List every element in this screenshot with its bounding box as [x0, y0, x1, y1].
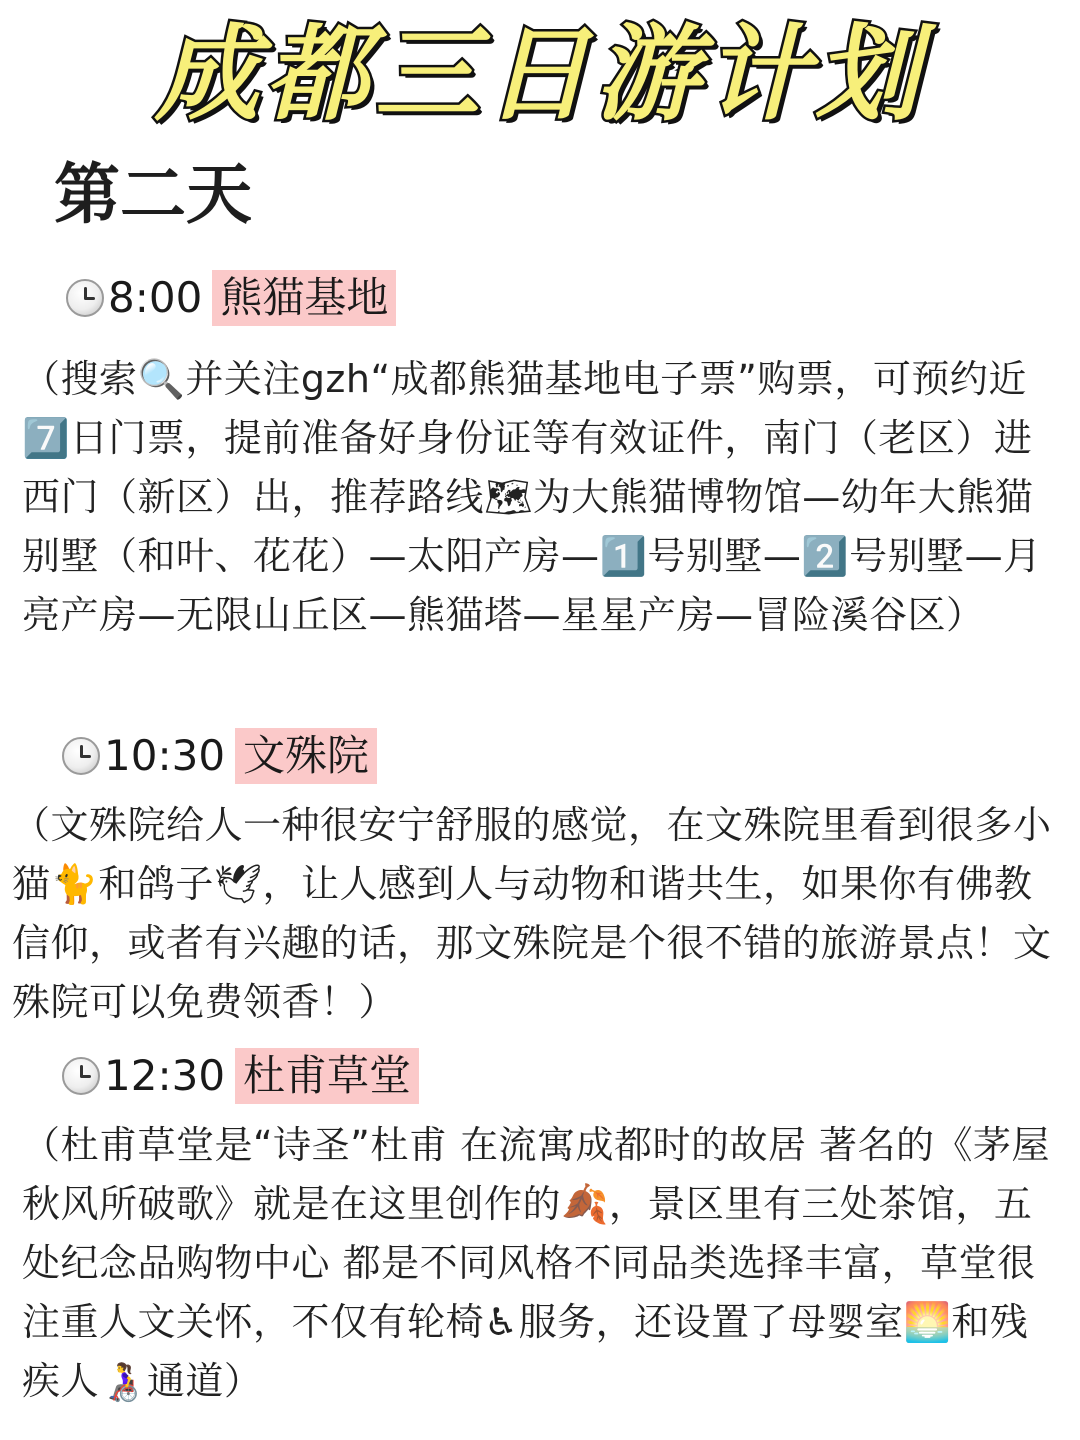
stop-time: 8:00 — [108, 273, 203, 322]
stop-place: 文殊院 — [235, 728, 377, 784]
stop-place: 熊猫基地 — [212, 270, 396, 326]
stop-description-3: （杜甫草堂是“诗圣”杜甫 在流寓成都时的故居 著名的《茅屋秋风所破歌》就是在这里创作的🍂，景区里有三处茶馆，五处纪念品购物中心 都是不同风格不同品类选择丰富，草堂很注重人文关怀，不仅有轮椅♿服务，还设置了母婴室🌅和残疾人👩‍🦽通道） — [22, 1123, 1051, 1403]
clock-icon — [66, 279, 104, 317]
stop-description-2: （文殊院给人一种很安宁舒服的感觉，在文殊院里看到很多小猫🐈和鸽子🕊，让人感到人与动物和谐共生，如果你有佛教信仰，或者有兴趣的话，那文殊院是个很不错的旅游景点！文殊院可以免费领香！） — [12, 803, 1052, 1024]
stop-time: 10:30 — [104, 731, 226, 780]
stop-time: 12:30 — [104, 1051, 226, 1100]
clock-icon — [62, 1057, 100, 1095]
stop-place: 杜甫草堂 — [235, 1048, 419, 1104]
clock-icon — [62, 737, 100, 775]
stop-header-1 — [66, 270, 396, 326]
stop-header-3 — [62, 1048, 419, 1104]
day-heading: 第二天 — [54, 156, 252, 233]
stop-header-2 — [62, 728, 377, 784]
stop-description-1: （搜索🔍并关注gzh“成都熊猫基地电子票”购票，可预约近7️⃣日门票，提前准备好身份证等有效证件，南门（老区）进 西门（新区）出，推荐路线🗺为大熊猫博物馆—幼年大熊猫别墅（和叶、花花）—太阳产房—1️⃣号别墅—2️⃣号别墅—月亮产房—无限山丘区—熊猫塔—星星产房—冒险溪谷区） — [22, 357, 1045, 637]
page-title: 成都三日游计划 — [154, 13, 925, 135]
